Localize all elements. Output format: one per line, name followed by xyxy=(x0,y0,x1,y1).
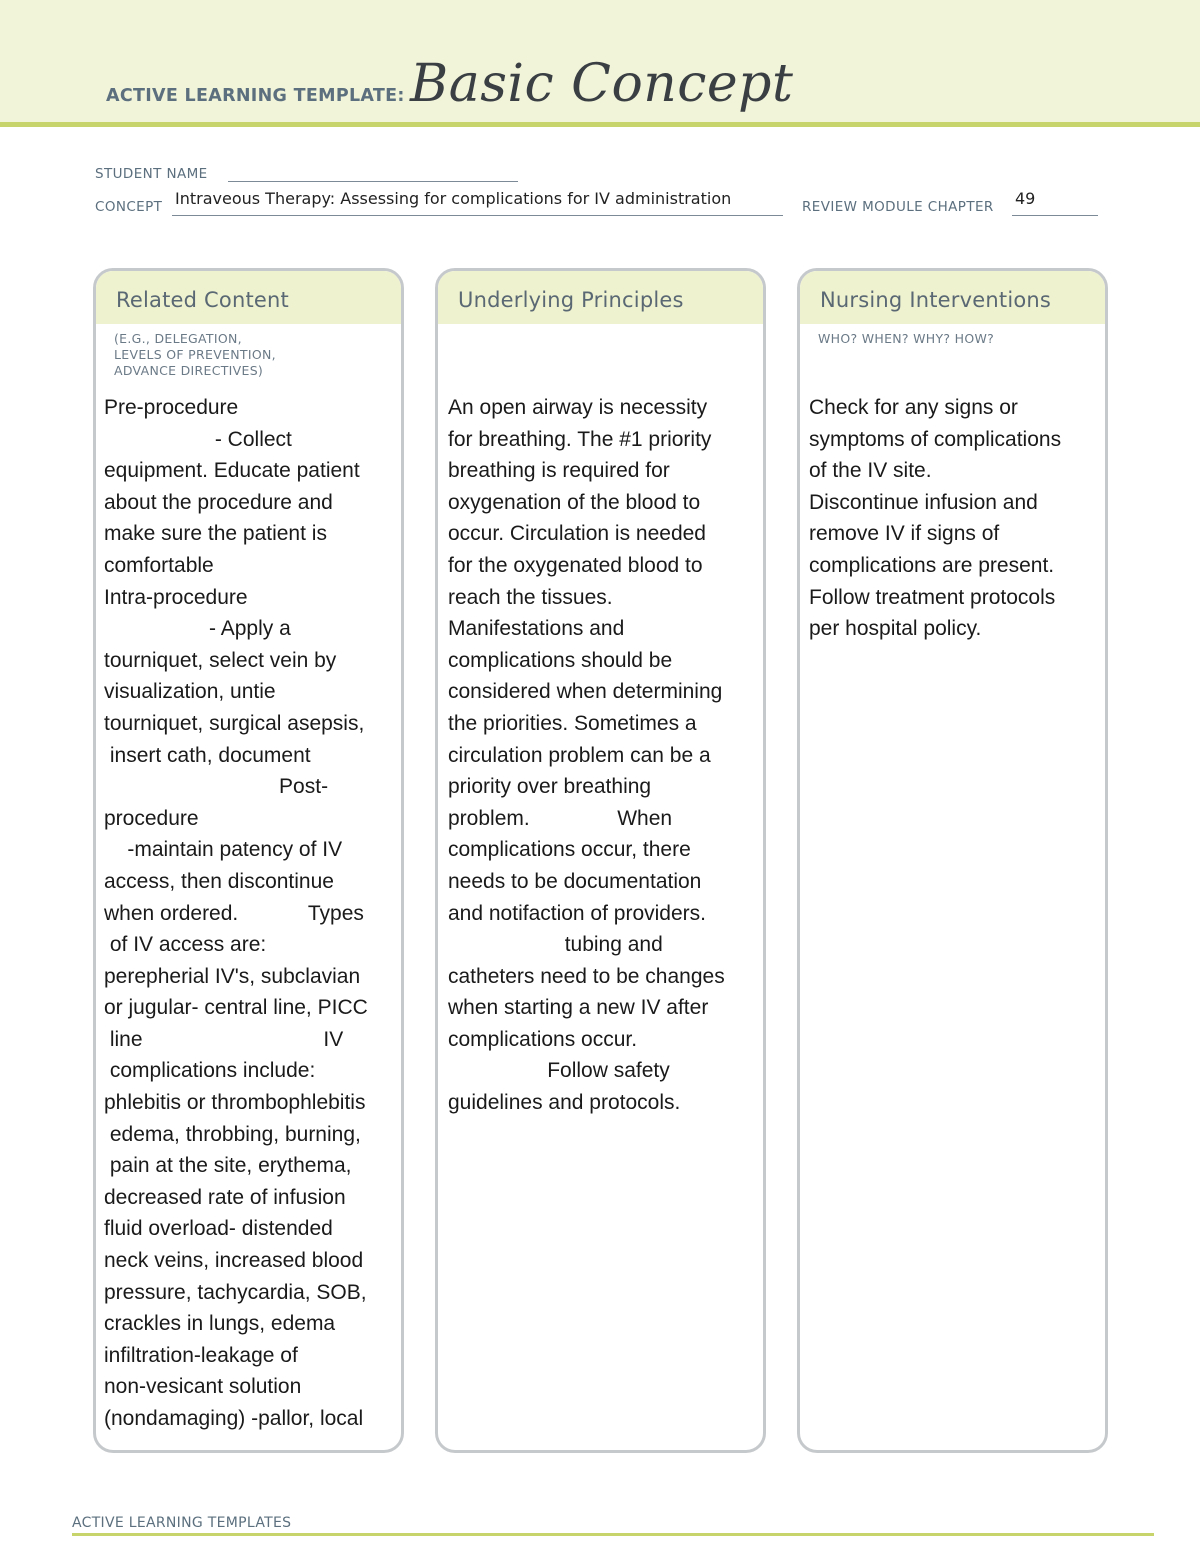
related-content-subtitle: (E.G., DELEGATION, LEVELS OF PREVENTION, ADVANCE DIRECTIVES) xyxy=(114,331,276,378)
underlying-principles-header xyxy=(438,271,763,324)
nursing-interventions-title: Nursing Interventions xyxy=(820,288,1052,312)
student-name-label: STUDENT NAME xyxy=(95,166,208,182)
template-label: ACTIVE LEARNING TEMPLATE: xyxy=(106,86,405,106)
underlying-principles-text[interactable]: An open airway is necessity for breathing. The #1 priority breathing is required for oxygenation of the blood to occur. Circulation is needed for the oxygenated blood to reach the tissues. Manifestations and complications should be considered when determining the priorities. Sometimes a circulation problem can be a priority over breathing problem. When complications occur, there needs to be documentation and notifaction of providers. tubing and catheters need to be changes when starting a new IV after complications occur. Follow safety guidelines and protocols. xyxy=(448,396,725,1115)
underlying-principles-box xyxy=(435,268,766,1453)
chapter-label: REVIEW MODULE CHAPTER xyxy=(802,199,994,215)
related-content-title: Related Content xyxy=(116,288,289,312)
nursing-interventions-box xyxy=(797,268,1108,1453)
related-content-text[interactable]: Pre-procedure - Collect equipment. Educate patient about the procedure and make sure the patient is comfortable Intra-procedure - Apply a tourniquet, select vein by visualization, untie tourniquet, surgical asepsis, insert cath, document Post- procedure -maintain patency of IV access, then discontinue when ordered. Types of IV access are: perepherial IV's, subclavian or jugular- central line, PICC line IV complications include: phlebitis or thrombophlebitis edema, throbbing, burning, pain at the site, erythema, decreased rate of infusion fluid overload- distended neck veins, increased blood pressure, tachycardia, SOB, crackles in lungs, edema infiltration-leakage of non-vesicant solution (nondamaging) -pallor, local xyxy=(104,396,368,1430)
concept-value: Intraveous Therapy: Assessing for complications for IV administration xyxy=(175,189,732,208)
nursing-interventions-text[interactable]: Check for any signs or symptoms of complications of the IV site. Discontinue infusion and remove IV if signs of complications are present. Follow treatment protocols per hospital policy. xyxy=(809,396,1062,641)
underlying-principles-title: Underlying Principles xyxy=(458,288,684,312)
page-title: Basic Concept xyxy=(410,54,794,114)
footer-rule xyxy=(72,1533,1154,1536)
footer-label: ACTIVE LEARNING TEMPLATES xyxy=(72,1515,292,1531)
student-name-field[interactable] xyxy=(228,166,518,182)
concept-label: CONCEPT xyxy=(95,199,163,215)
header-rule xyxy=(0,122,1200,127)
nursing-interventions-header xyxy=(800,271,1105,324)
chapter-value: 49 xyxy=(1015,189,1036,208)
concept-field[interactable] xyxy=(172,189,783,216)
nursing-interventions-subtitle: WHO? WHEN? WHY? HOW? xyxy=(818,331,995,346)
related-content-box xyxy=(93,268,404,1453)
related-content-header xyxy=(96,271,401,324)
chapter-field[interactable] xyxy=(1012,189,1098,216)
